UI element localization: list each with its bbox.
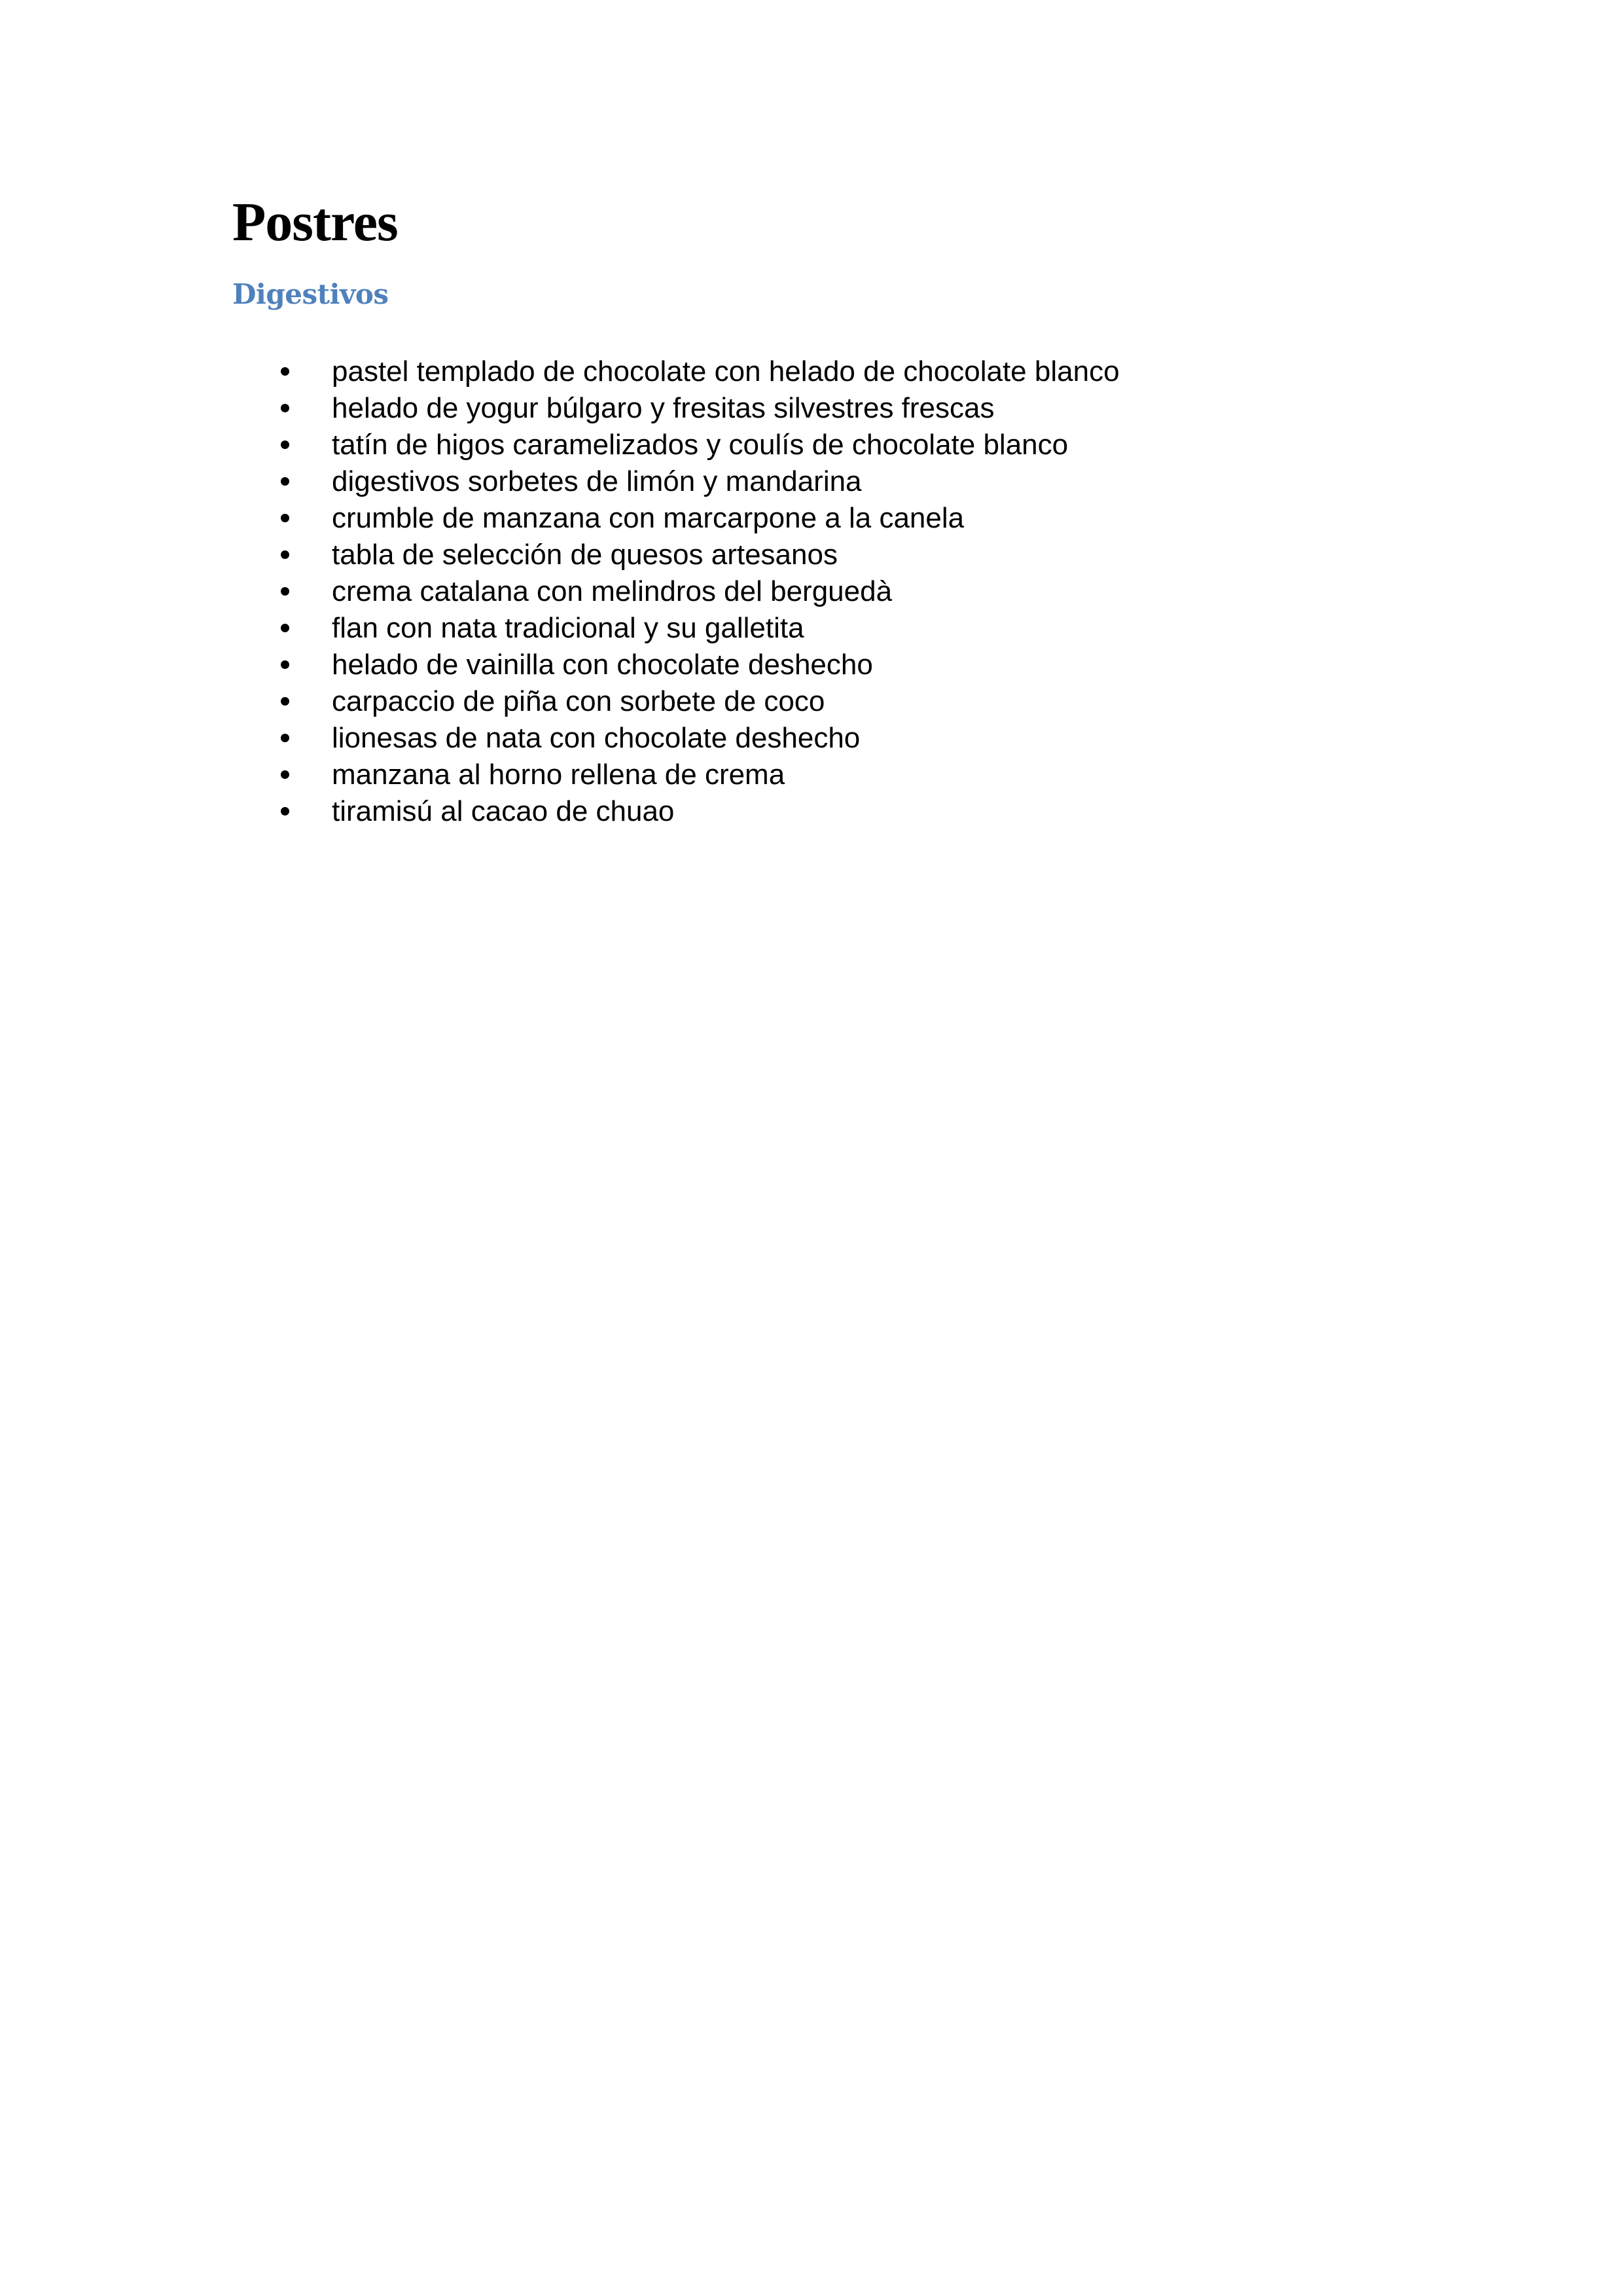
- list-item-text: lionesas de nata con chocolate deshecho: [332, 722, 861, 754]
- bullet-icon: [281, 770, 289, 779]
- list-item: [232, 610, 1410, 647]
- bullet-icon: [281, 734, 289, 742]
- list-item-text: helado de vainilla con chocolate deshecho: [332, 649, 873, 681]
- list-item: [232, 353, 1410, 390]
- list-item: [232, 757, 1410, 793]
- bullet-icon: [281, 587, 289, 596]
- bullet-icon: [281, 624, 289, 632]
- list-item-text: flan con nata tradicional y su galletita: [332, 612, 804, 644]
- list-item-text: manzana al horno rellena de crema: [332, 759, 785, 791]
- bullet-icon: [281, 660, 289, 669]
- page-title: Postres: [232, 192, 398, 253]
- list-item: [232, 427, 1410, 463]
- list-item: [232, 390, 1410, 427]
- section-heading: Digestivos: [232, 278, 389, 310]
- list-item-text: tabla de selección de quesos artesanos: [332, 539, 838, 571]
- list-item: [232, 463, 1410, 500]
- list-item: [232, 793, 1410, 830]
- list-item-text: digestivos sorbetes de limón y mandarina: [332, 465, 862, 497]
- list-item: [232, 683, 1410, 720]
- bullet-icon: [281, 697, 289, 706]
- list-item-text: carpaccio de piña con sorbete de coco: [332, 685, 825, 717]
- list-item: [232, 537, 1410, 573]
- dessert-list: [232, 353, 1410, 830]
- bullet-icon: [281, 514, 289, 522]
- list-item-text: tatín de higos caramelizados y coulís de chocolate blanco: [332, 429, 1069, 461]
- list-item: [232, 720, 1410, 757]
- list-item-text: tiramisú al cacao de chuao: [332, 795, 675, 827]
- list-item: [232, 573, 1410, 610]
- bullet-icon: [281, 807, 289, 816]
- list-item-text: crema catalana con melindros del berguedà: [332, 575, 893, 607]
- list-item: [232, 647, 1410, 683]
- list-item: [232, 500, 1410, 537]
- list-item-text: crumble de manzana con marcarpone a la canela: [332, 502, 965, 534]
- bullet-icon: [281, 550, 289, 559]
- document-content: [232, 190, 1410, 830]
- list-item-text: helado de yogur búlgaro y fresitas silvestres frescas: [332, 392, 995, 424]
- bullet-icon: [281, 477, 289, 486]
- list-item-text: pastel templado de chocolate con helado de chocolate blanco: [332, 355, 1120, 387]
- bullet-icon: [281, 440, 289, 449]
- bullet-icon: [281, 367, 289, 376]
- bullet-icon: [281, 404, 289, 412]
